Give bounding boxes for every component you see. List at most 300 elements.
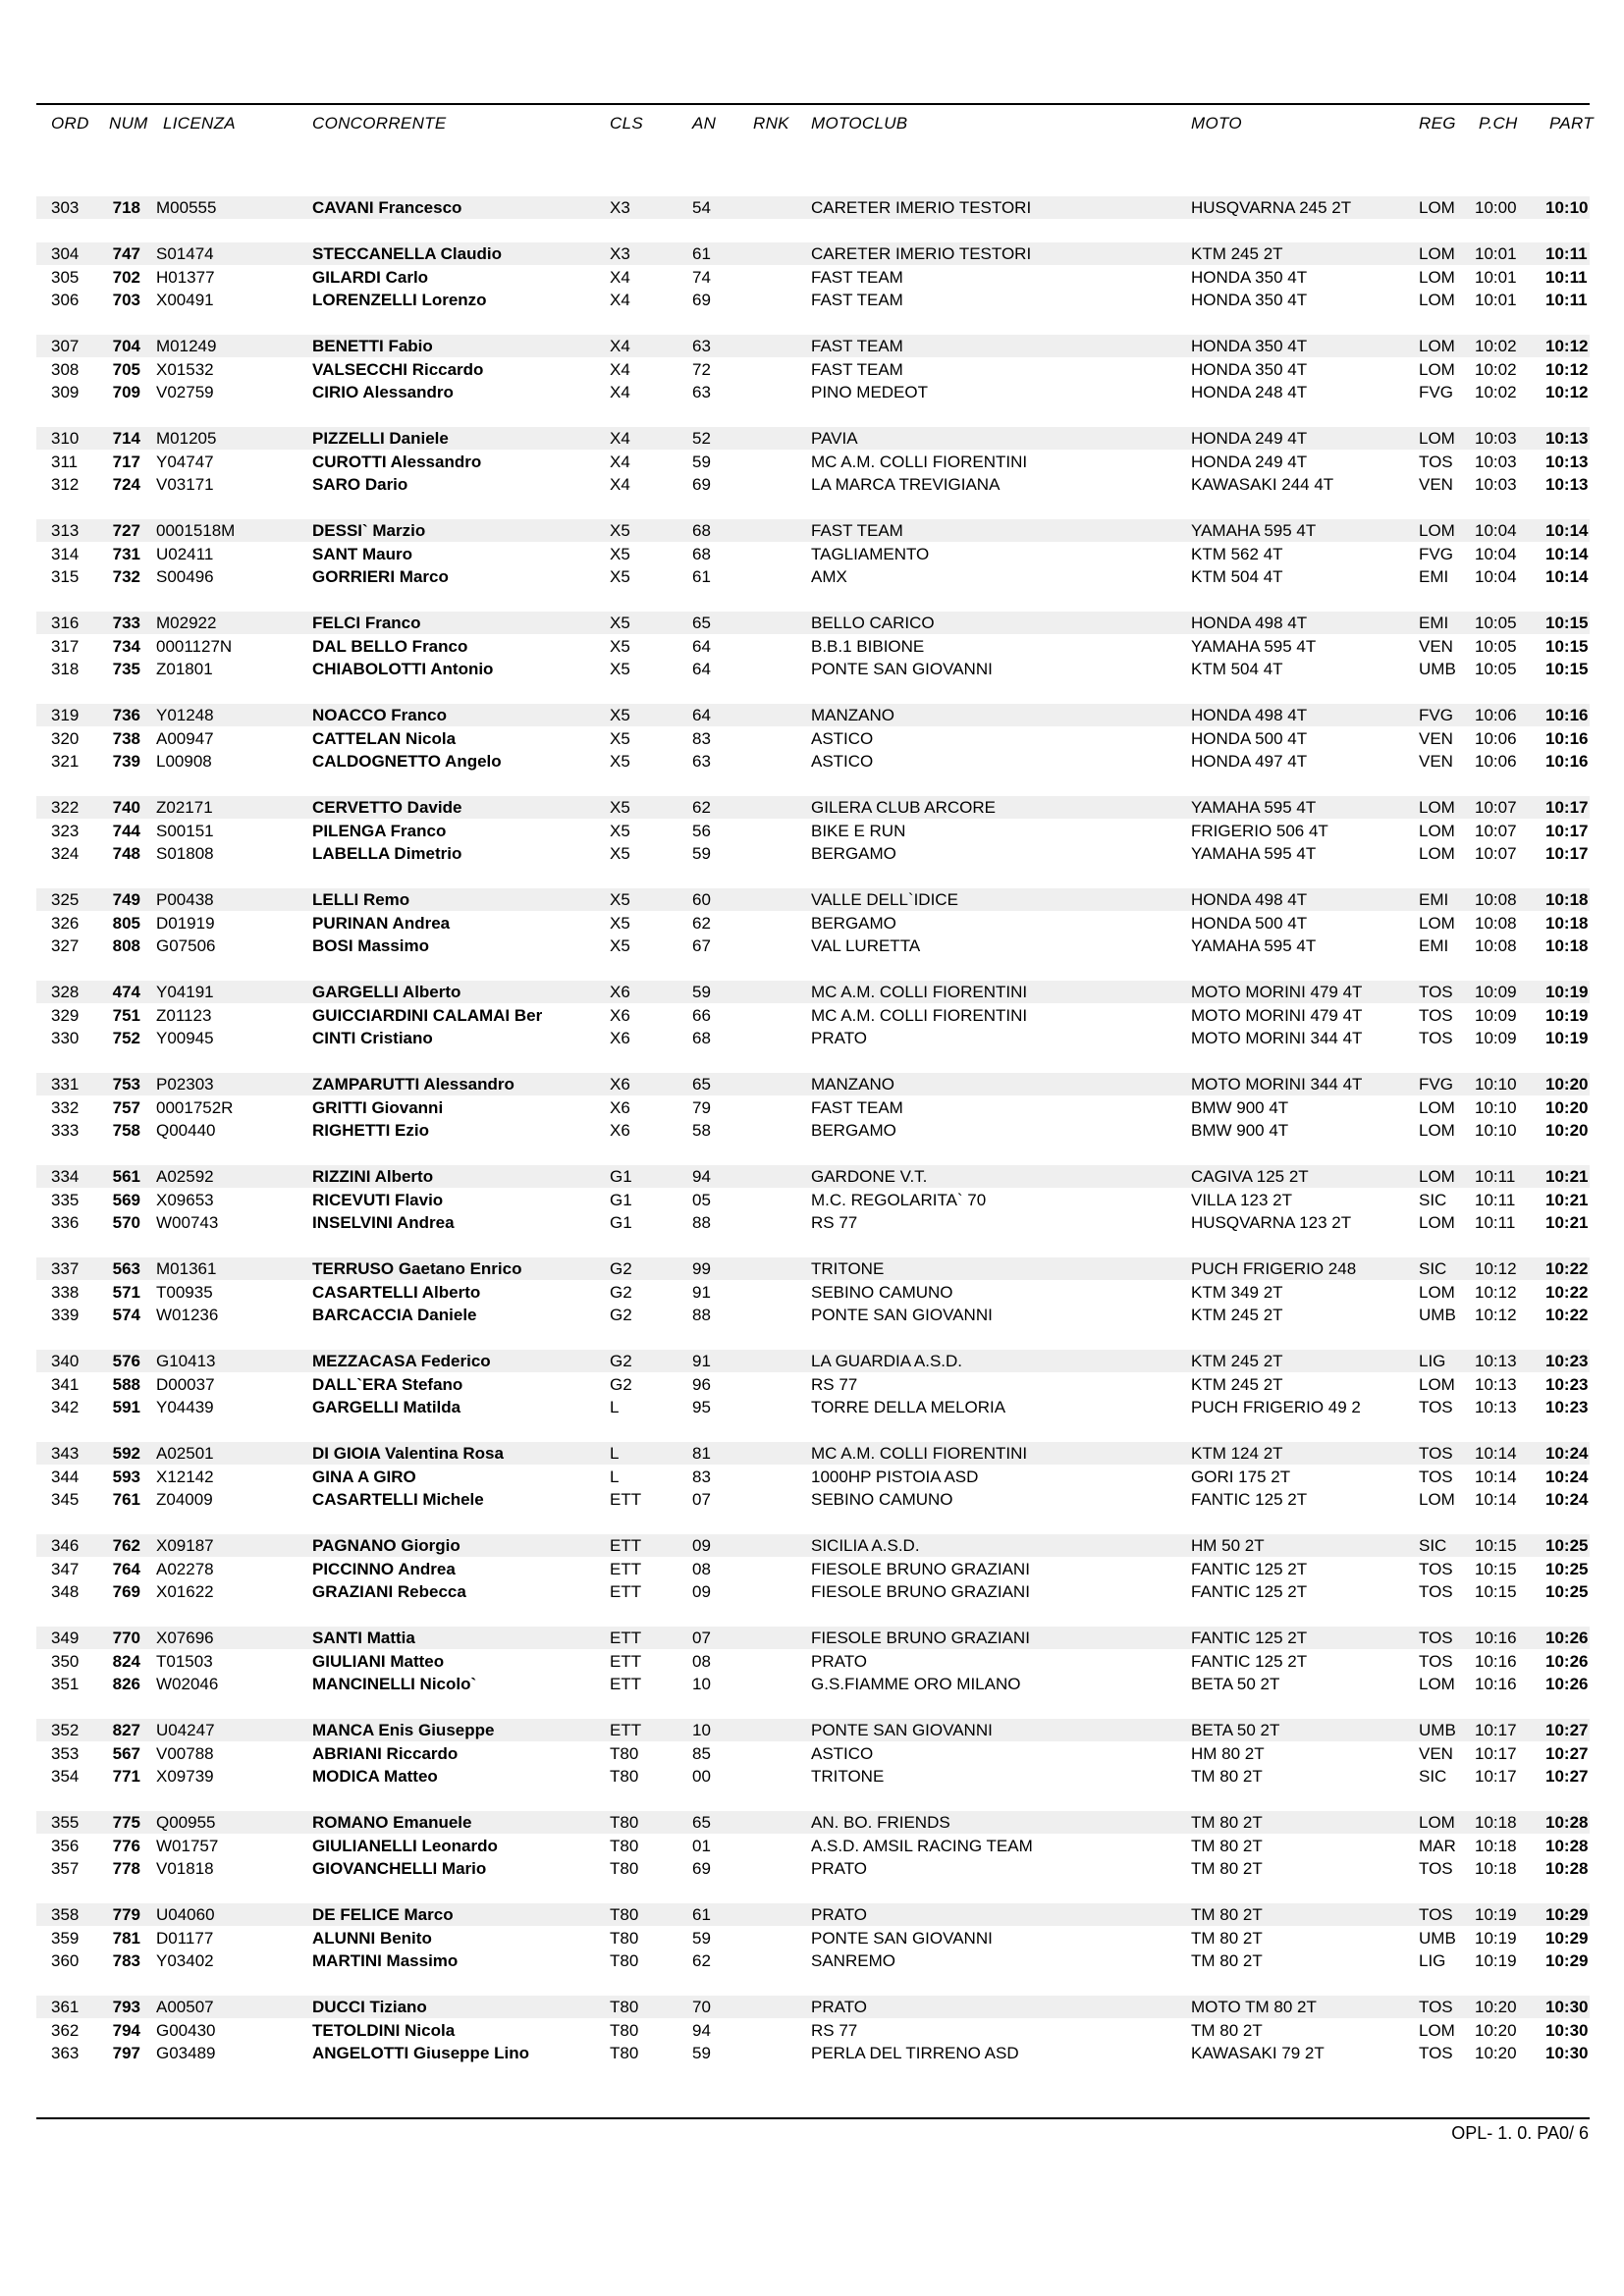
- cell-motoclub: MANZANO: [811, 1075, 894, 1094]
- cell-num: 758: [112, 1121, 140, 1140]
- cell-motoclub: PONTE SAN GIOVANNI: [811, 1721, 993, 1739]
- cell-reg: EMI: [1419, 936, 1449, 955]
- table-row: [36, 1719, 1590, 1741]
- cell-pch: 10:07: [1475, 798, 1517, 817]
- cell-licenza: 0001127N: [156, 636, 233, 656]
- cell-an: 95: [692, 1398, 711, 1416]
- cell-moto: FRIGERIO 506 4T: [1191, 821, 1328, 840]
- cell-concorrente: BARCACCIA Daniele: [312, 1306, 477, 1324]
- cell-cls: X6: [610, 1097, 630, 1117]
- cell-moto: HONDA 500 4T: [1191, 728, 1308, 748]
- cell-moto: MOTO TM 80 2T: [1191, 1998, 1317, 2016]
- cell-an: 60: [692, 890, 711, 909]
- cell-pch: 10:15: [1475, 1559, 1517, 1578]
- cell-licenza: A00947: [156, 728, 214, 748]
- table-row: [36, 934, 1590, 957]
- cell-concorrente: RICEVUTI Flavio: [312, 1190, 444, 1209]
- cell-part: 10:19: [1545, 983, 1589, 1001]
- cell-motoclub: TRITONE: [811, 1259, 885, 1278]
- cell-part: 10:30: [1545, 1998, 1589, 2016]
- cell-num: 702: [112, 267, 140, 287]
- cell-ord: 357: [51, 1859, 80, 1878]
- cell-motoclub: MANZANO: [811, 706, 894, 724]
- cell-concorrente: GUICCIARDINI CALAMAI Ber: [312, 1005, 543, 1025]
- cell-an: 64: [692, 636, 711, 656]
- table-row: [36, 820, 1590, 842]
- cell-concorrente: DI GIOIA Valentina Rosa: [312, 1444, 504, 1463]
- cell-licenza: G03489: [156, 2044, 216, 2062]
- cell-motoclub: FAST TEAM: [811, 1097, 903, 1117]
- cell-pch: 10:18: [1475, 1813, 1517, 1832]
- cell-num: 826: [112, 1675, 140, 1693]
- cell-moto: YAMAHA 595 4T: [1191, 936, 1317, 955]
- cell-pch: 10:08: [1475, 890, 1517, 909]
- cell-reg: LOM: [1419, 913, 1455, 933]
- cell-moto: KTM 245 2T: [1191, 244, 1283, 263]
- cell-concorrente: GARGELLI Alberto: [312, 983, 461, 1001]
- cell-num: 761: [112, 1490, 140, 1509]
- cell-pch: 10:01: [1475, 267, 1517, 287]
- cell-pch: 10:19: [1475, 1905, 1517, 1924]
- cell-pch: 10:08: [1475, 913, 1517, 933]
- table-row: [36, 543, 1590, 565]
- cell-moto: FANTIC 125 2T: [1191, 1629, 1308, 1647]
- header-motoclub: MOTOCLUB: [811, 114, 908, 133]
- table-row: [36, 266, 1590, 289]
- cell-part: 10:25: [1545, 1536, 1589, 1555]
- cell-an: 99: [692, 1259, 711, 1278]
- cell-cls: X5: [610, 728, 630, 748]
- cell-part: 10:20: [1545, 1075, 1589, 1094]
- cell-ord: 308: [51, 359, 80, 379]
- cell-part: 10:12: [1545, 337, 1589, 355]
- cell-concorrente: ROMANO Emanuele: [312, 1813, 472, 1832]
- table-row: [36, 750, 1590, 773]
- cell-num: 731: [112, 544, 140, 563]
- cell-an: 64: [692, 706, 711, 724]
- cell-num: 571: [112, 1282, 140, 1302]
- cell-cls: X5: [610, 821, 630, 840]
- cell-moto: KTM 562 4T: [1191, 544, 1283, 563]
- cell-part: 10:27: [1545, 1767, 1589, 1786]
- cell-part: 10:21: [1545, 1190, 1589, 1209]
- cell-an: 62: [692, 798, 711, 817]
- table-row: [36, 1627, 1590, 1649]
- cell-ord: 307: [51, 337, 80, 355]
- cell-moto: HONDA 249 4T: [1191, 429, 1308, 448]
- table-row: [36, 1835, 1590, 1857]
- cell-pch: 10:13: [1475, 1352, 1517, 1370]
- cell-ord: 305: [51, 267, 80, 287]
- cell-pch: 10:03: [1475, 429, 1517, 448]
- cell-part: 10:17: [1545, 798, 1589, 817]
- cell-part: 10:23: [1545, 1398, 1589, 1416]
- cell-cls: G2: [610, 1259, 632, 1278]
- cell-ord: 352: [51, 1721, 80, 1739]
- cell-part: 10:30: [1545, 2020, 1589, 2040]
- cell-ord: 342: [51, 1398, 80, 1416]
- cell-ord: 350: [51, 1651, 80, 1671]
- cell-pch: 10:09: [1475, 1029, 1517, 1047]
- cell-moto: HONDA 249 4T: [1191, 452, 1308, 471]
- cell-part: 10:26: [1545, 1651, 1589, 1671]
- table-row: [36, 1580, 1590, 1603]
- cell-reg: LOM: [1419, 267, 1455, 287]
- cell-an: 56: [692, 821, 711, 840]
- cell-cls: ETT: [610, 1651, 642, 1671]
- cell-part: 10:27: [1545, 1743, 1589, 1763]
- cell-cls: ETT: [610, 1721, 642, 1739]
- cell-motoclub: TAGLIAMENTO: [811, 544, 930, 563]
- cell-cls: ETT: [610, 1582, 642, 1601]
- cell-cls: X5: [610, 567, 630, 586]
- cell-cls: X6: [610, 1029, 630, 1047]
- cell-reg: EMI: [1419, 890, 1449, 909]
- cell-licenza: U04247: [156, 1721, 215, 1739]
- table-row: [36, 1466, 1590, 1488]
- cell-reg: TOS: [1419, 1629, 1453, 1647]
- cell-licenza: Q00955: [156, 1813, 216, 1832]
- cell-pch: 10:14: [1475, 1467, 1517, 1486]
- cell-part: 10:21: [1545, 1213, 1589, 1232]
- cell-concorrente: GIOVANCHELLI Mario: [312, 1859, 487, 1878]
- table-row: [36, 1742, 1590, 1765]
- cell-pch: 10:15: [1475, 1582, 1517, 1601]
- cell-motoclub: RS 77: [811, 1213, 858, 1232]
- cell-ord: 310: [51, 429, 80, 448]
- cell-part: 10:23: [1545, 1374, 1589, 1394]
- cell-num: 797: [112, 2044, 140, 2062]
- cell-reg: EMI: [1419, 567, 1449, 586]
- cell-pch: 10:12: [1475, 1306, 1517, 1324]
- cell-concorrente: CALDOGNETTO Angelo: [312, 752, 502, 771]
- cell-num: 794: [112, 2020, 140, 2040]
- cell-motoclub: SEBINO CAMUNO: [811, 1282, 953, 1302]
- cell-moto: FANTIC 125 2T: [1191, 1582, 1308, 1601]
- cell-an: 68: [692, 544, 711, 563]
- cell-cls: G1: [610, 1213, 632, 1232]
- cell-motoclub: CARETER IMERIO TESTORI: [811, 244, 1032, 263]
- cell-an: 61: [692, 567, 711, 586]
- cell-reg: VEN: [1419, 636, 1453, 656]
- cell-pch: 10:13: [1475, 1398, 1517, 1416]
- cell-moto: TM 80 2T: [1191, 1836, 1263, 1855]
- cell-motoclub: FIESOLE BRUNO GRAZIANI: [811, 1582, 1030, 1601]
- header-cls: CLS: [610, 114, 643, 133]
- cell-motoclub: SEBINO CAMUNO: [811, 1490, 953, 1509]
- cell-motoclub: AN. BO. FRIENDS: [811, 1813, 950, 1832]
- cell-licenza: M01205: [156, 429, 217, 448]
- cell-num: 778: [112, 1859, 140, 1878]
- cell-num: 781: [112, 1928, 140, 1948]
- table-row: [36, 1811, 1590, 1834]
- table-row: [36, 1534, 1590, 1557]
- cell-licenza: Z04009: [156, 1490, 213, 1509]
- cell-num: 749: [112, 890, 140, 909]
- cell-part: 10:28: [1545, 1859, 1589, 1878]
- table-row: [36, 704, 1590, 726]
- table-row: [36, 888, 1590, 911]
- cell-concorrente: GARGELLI Matilda: [312, 1398, 461, 1416]
- cell-num: 474: [112, 983, 140, 1001]
- cell-licenza: A02278: [156, 1559, 214, 1578]
- cell-licenza: G07506: [156, 936, 216, 955]
- cell-pch: 10:06: [1475, 728, 1517, 748]
- cell-part: 10:26: [1545, 1675, 1589, 1693]
- cell-moto: KTM 504 4T: [1191, 660, 1283, 678]
- cell-reg: LOM: [1419, 359, 1455, 379]
- cell-an: 65: [692, 614, 711, 632]
- cell-licenza: M00555: [156, 198, 217, 217]
- table-row: [36, 473, 1590, 496]
- cell-licenza: Y04747: [156, 452, 214, 471]
- cell-pch: 10:14: [1475, 1490, 1517, 1509]
- cell-pch: 10:02: [1475, 359, 1517, 379]
- cell-part: 10:18: [1545, 890, 1589, 909]
- cell-moto: HONDA 500 4T: [1191, 913, 1308, 933]
- cell-concorrente: RIZZINI Alberto: [312, 1167, 434, 1186]
- cell-licenza: Z01123: [156, 1005, 212, 1025]
- cell-an: 52: [692, 429, 711, 448]
- cell-num: 576: [112, 1352, 140, 1370]
- cell-reg: SIC: [1419, 1190, 1447, 1209]
- cell-num: 779: [112, 1905, 140, 1924]
- cell-pch: 10:11: [1475, 1167, 1516, 1186]
- cell-num: 757: [112, 1097, 140, 1117]
- cell-motoclub: MC A.M. COLLI FIORENTINI: [811, 1444, 1028, 1463]
- cell-part: 10:25: [1545, 1582, 1589, 1601]
- cell-licenza: X09739: [156, 1767, 214, 1786]
- cell-reg: LOM: [1419, 1167, 1455, 1186]
- cell-concorrente: NOACCO Franco: [312, 706, 447, 724]
- cell-ord: 358: [51, 1905, 80, 1924]
- cell-ord: 333: [51, 1121, 80, 1140]
- cell-ord: 348: [51, 1582, 80, 1601]
- cell-licenza: W00743: [156, 1213, 219, 1232]
- cell-pch: 10:05: [1475, 614, 1517, 632]
- cell-motoclub: G.S.FIAMME ORO MILANO: [811, 1675, 1021, 1693]
- cell-licenza: G00430: [156, 2020, 216, 2040]
- cell-motoclub: ASTICO: [811, 728, 874, 748]
- cell-licenza: A00507: [156, 1998, 214, 2016]
- cell-pch: 10:04: [1475, 521, 1517, 540]
- cell-motoclub: PONTE SAN GIOVANNI: [811, 660, 993, 678]
- cell-licenza: M01249: [156, 337, 217, 355]
- cell-reg: VEN: [1419, 475, 1453, 494]
- cell-pch: 10:11: [1475, 1190, 1516, 1209]
- cell-reg: LOM: [1419, 2020, 1455, 2040]
- cell-reg: MAR: [1419, 1836, 1456, 1855]
- cell-cls: X3: [610, 198, 630, 217]
- table-row: [36, 2019, 1590, 2042]
- cell-licenza: X09653: [156, 1190, 214, 1209]
- cell-pch: 10:16: [1475, 1629, 1517, 1647]
- cell-ord: 321: [51, 752, 80, 771]
- cell-moto: MOTO MORINI 479 4T: [1191, 983, 1363, 1001]
- cell-an: 08: [692, 1559, 711, 1578]
- cell-motoclub: FAST TEAM: [811, 267, 903, 287]
- cell-ord: 341: [51, 1374, 80, 1394]
- cell-num: 724: [112, 475, 140, 494]
- cell-an: 66: [692, 1005, 711, 1025]
- cell-reg: TOS: [1419, 1559, 1453, 1578]
- table-row: [36, 1996, 1590, 2018]
- cell-part: 10:22: [1545, 1306, 1589, 1324]
- cell-licenza: L00908: [156, 752, 212, 771]
- table-row: [36, 612, 1590, 634]
- cell-num: 776: [112, 1836, 140, 1855]
- table-row: [36, 358, 1590, 381]
- cell-ord: 325: [51, 890, 80, 909]
- cell-motoclub: PRATO: [811, 1029, 867, 1047]
- cell-part: 10:20: [1545, 1097, 1589, 1117]
- cell-motoclub: PAVIA: [811, 429, 858, 448]
- cell-ord: 320: [51, 728, 80, 748]
- cell-licenza: A02592: [156, 1167, 214, 1186]
- cell-motoclub: ASTICO: [811, 1743, 874, 1763]
- cell-concorrente: ABRIANI Riccardo: [312, 1743, 459, 1763]
- cell-motoclub: PRATO: [811, 1998, 867, 2016]
- cell-an: 69: [692, 475, 711, 494]
- cell-pch: 10:15: [1475, 1536, 1517, 1555]
- cell-ord: 327: [51, 936, 80, 955]
- cell-concorrente: MODICA Matteo: [312, 1767, 438, 1786]
- cell-concorrente: DALL`ERA Stefano: [312, 1374, 463, 1394]
- cell-moto: BETA 50 2T: [1191, 1675, 1280, 1693]
- table-row: [36, 981, 1590, 1003]
- cell-an: 00: [692, 1767, 711, 1786]
- cell-licenza: Y00945: [156, 1029, 214, 1047]
- cell-an: 94: [692, 1167, 711, 1186]
- cell-cls: X5: [610, 913, 630, 933]
- cell-reg: VEN: [1419, 728, 1453, 748]
- cell-cls: T80: [610, 1813, 639, 1832]
- cell-num: 704: [112, 337, 140, 355]
- table-row: [36, 1027, 1590, 1049]
- cell-pch: 10:02: [1475, 337, 1517, 355]
- cell-moto: MOTO MORINI 344 4T: [1191, 1029, 1363, 1047]
- cell-ord: 314: [51, 544, 80, 563]
- cell-cls: X4: [610, 383, 630, 401]
- cell-cls: G2: [610, 1374, 632, 1394]
- cell-cls: X5: [610, 544, 630, 563]
- cell-num: 567: [112, 1743, 140, 1763]
- cell-cls: X5: [610, 636, 630, 656]
- cell-reg: LOM: [1419, 337, 1455, 355]
- cell-ord: 309: [51, 383, 80, 401]
- cell-moto: TM 80 2T: [1191, 1813, 1263, 1832]
- cell-reg: TOS: [1419, 1651, 1453, 1671]
- cell-licenza: X12142: [156, 1467, 214, 1486]
- cell-licenza: P02303: [156, 1075, 214, 1094]
- cell-motoclub: BERGAMO: [811, 1121, 896, 1140]
- cell-motoclub: TRITONE: [811, 1767, 885, 1786]
- cell-an: 63: [692, 383, 711, 401]
- cell-ord: 334: [51, 1167, 80, 1186]
- cell-moto: PUCH FRIGERIO 248: [1191, 1259, 1357, 1278]
- cell-an: 70: [692, 1998, 711, 2016]
- cell-licenza: W01236: [156, 1306, 219, 1324]
- cell-concorrente: PAGNANO Giorgio: [312, 1536, 460, 1555]
- cell-pch: 10:20: [1475, 2044, 1517, 2062]
- cell-cls: X4: [610, 337, 630, 355]
- cell-concorrente: STECCANELLA Claudio: [312, 244, 502, 263]
- cell-part: 10:11: [1545, 244, 1588, 263]
- table-row: [36, 1442, 1590, 1465]
- cell-ord: 326: [51, 913, 80, 933]
- table-row: [36, 912, 1590, 934]
- cell-concorrente: ANGELOTTI Giuseppe Lino: [312, 2044, 529, 2062]
- table-row: [36, 1673, 1590, 1695]
- cell-num: 569: [112, 1190, 140, 1209]
- cell-num: 739: [112, 752, 140, 771]
- cell-an: 59: [692, 2044, 711, 2062]
- cell-concorrente: GINA A GIRO: [312, 1467, 416, 1486]
- cell-part: 10:15: [1545, 614, 1589, 632]
- cell-num: 727: [112, 521, 140, 540]
- cell-motoclub: CARETER IMERIO TESTORI: [811, 198, 1032, 217]
- cell-pch: 10:16: [1475, 1675, 1517, 1693]
- cell-ord: 362: [51, 2020, 80, 2040]
- cell-licenza: S00151: [156, 821, 214, 840]
- cell-cls: T80: [610, 2020, 639, 2040]
- cell-num: 709: [112, 383, 140, 401]
- cell-ord: 315: [51, 567, 80, 586]
- cell-concorrente: CASARTELLI Michele: [312, 1490, 484, 1509]
- cell-cls: T80: [610, 1951, 639, 1970]
- cell-part: 10:15: [1545, 660, 1589, 678]
- cell-pch: 10:01: [1475, 291, 1517, 309]
- cell-concorrente: CINTI Cristiano: [312, 1029, 433, 1047]
- cell-moto: YAMAHA 595 4T: [1191, 844, 1317, 863]
- cell-motoclub: M.C. REGOLARITA` 70: [811, 1190, 987, 1209]
- cell-reg: LOM: [1419, 244, 1455, 263]
- cell-ord: 304: [51, 244, 80, 263]
- table-row: [36, 635, 1590, 658]
- cell-ord: 353: [51, 1743, 80, 1763]
- cell-an: 94: [692, 2020, 711, 2040]
- cell-ord: 336: [51, 1213, 80, 1232]
- cell-ord: 337: [51, 1259, 80, 1278]
- cell-an: 07: [692, 1629, 711, 1647]
- cell-num: 563: [112, 1259, 140, 1278]
- cell-num: 592: [112, 1444, 140, 1463]
- cell-an: 64: [692, 660, 711, 678]
- cell-ord: 343: [51, 1444, 80, 1463]
- header-reg: REG: [1419, 114, 1456, 133]
- cell-moto: MOTO MORINI 344 4T: [1191, 1075, 1363, 1094]
- cell-pch: 10:13: [1475, 1374, 1517, 1394]
- cell-part: 10:16: [1545, 752, 1589, 771]
- cell-reg: LOM: [1419, 798, 1455, 817]
- cell-an: 59: [692, 983, 711, 1001]
- header-rnk: RNK: [753, 114, 789, 133]
- cell-part: 10:11: [1545, 291, 1588, 309]
- cell-part: 10:17: [1545, 844, 1589, 863]
- table-row: [36, 1857, 1590, 1880]
- cell-pch: 10:20: [1475, 2020, 1517, 2040]
- cell-num: 744: [112, 821, 140, 840]
- cell-an: 59: [692, 1928, 711, 1948]
- cell-moto: HONDA 350 4T: [1191, 267, 1308, 287]
- cell-num: 734: [112, 636, 140, 656]
- cell-num: 735: [112, 660, 140, 678]
- table-row: [36, 1396, 1590, 1418]
- cell-motoclub: PONTE SAN GIOVANNI: [811, 1928, 993, 1948]
- cell-an: 83: [692, 728, 711, 748]
- cell-part: 10:14: [1545, 567, 1589, 586]
- cell-reg: FVG: [1419, 544, 1453, 563]
